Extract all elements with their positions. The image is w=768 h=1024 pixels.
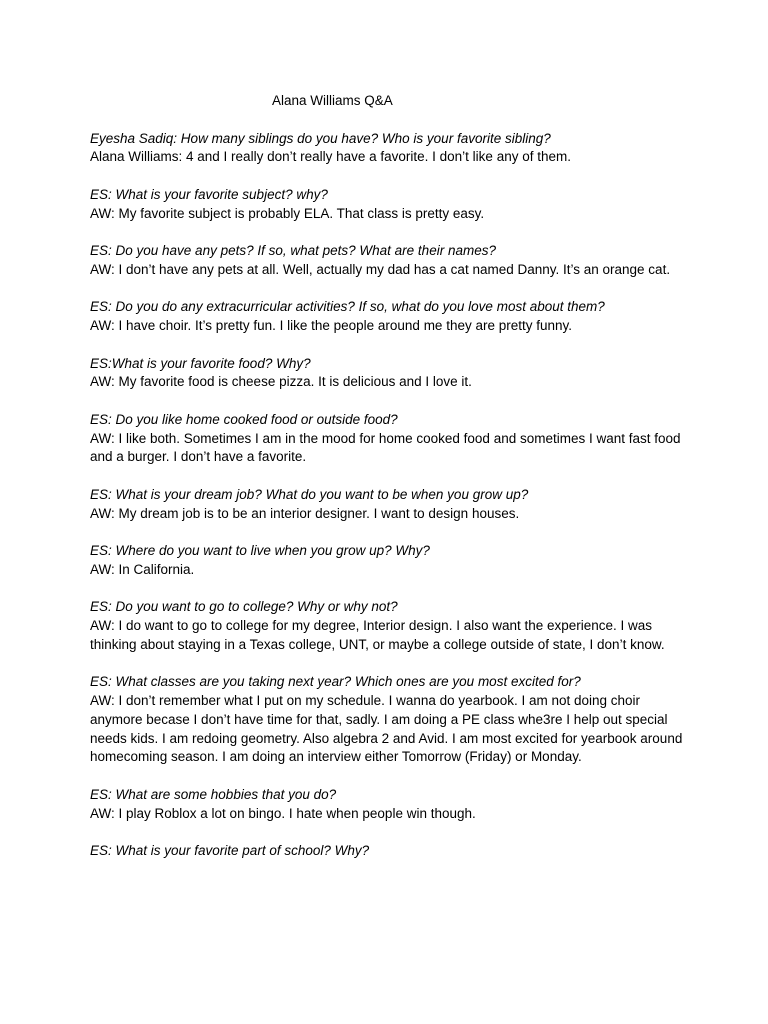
interview-answer: AW: I play Roblox a lot on bingo. I hate when people win though. — [90, 805, 476, 821]
interview-answer: AW: I don’t have any pets at all. Well, actually my dad has a cat named Danny. It’s an orange cat. — [90, 261, 671, 277]
qa-entry — [90, 130, 690, 168]
document-page — [90, 92, 690, 880]
interview-answer: AW: I do want to go to college for my degree, Interior design. I also want the experience. I was thinking about staying in a Texas college, UNT, or maybe a college outside of state, I don’t know. — [90, 618, 665, 652]
interview-answer: AW: I like both. Sometimes I am in the mood for home cooked food and sometimes I want fast food and a burger. I don’t have a favorite. — [90, 430, 681, 465]
interview-question: ES: Where do you want to live when you grow up? Why? — [90, 543, 430, 558]
interview-answer: AW: In California. — [90, 561, 195, 577]
interview-question: ES: Do you do any extracurricular activities? If so, what do you love most about them? — [90, 299, 605, 315]
qa-entry — [90, 355, 690, 393]
qa-entry — [90, 673, 690, 767]
interview-question: ES: Do you like home cooked food or outside food? — [90, 411, 398, 427]
interview-answer: AW: My dream job is to be an interior designer. I want to design houses. — [90, 505, 520, 521]
qa-entry — [90, 298, 690, 336]
interview-answer: AW: I have choir. It’s pretty fun. I like the people around me they are pretty funny. — [90, 318, 573, 333]
qa-entry — [90, 242, 690, 280]
qa-entry — [90, 186, 690, 224]
qa-entry — [90, 542, 690, 580]
interview-answer: AW: I don’t remember what I put on my schedule. I wanna do yearbook. I am not doing choir anymore becase I don’t have time for that, sadly. I am doing a PE class whe3re I help out special needs kids. I am redoing geometry. Also algebra 2 and Avid. I am most excited for yearbook around homecoming season. I am doing an interview either Tomorrow (Friday) or Monday. — [90, 693, 683, 765]
interview-question: ES:What is your favorite food? Why? — [90, 355, 311, 371]
interview-answer: Alana Williams: 4 and I really don’t really have a favorite. I don’t like any of them. — [90, 149, 571, 165]
interview-question: ES: What are some hobbies that you do? — [90, 786, 337, 802]
qa-list — [90, 130, 690, 861]
interview-question: ES: What classes are you taking next year? Which ones are you most excited for? — [90, 674, 581, 690]
qa-entry — [90, 598, 690, 654]
interview-question: Eyesha Sadiq: How many siblings do you have? Who is your favorite sibling? — [90, 130, 551, 146]
interview-answer: AW: My favorite subject is probably ELA. That class is pretty easy. — [90, 205, 485, 221]
document-title: Alana Williams Q&A — [272, 93, 393, 108]
interview-question: ES: What is your favorite subject? why? — [90, 186, 328, 202]
interview-question: ES: What is your favorite part of school? Why? — [90, 843, 370, 858]
interview-answer: AW: My favorite food is cheese pizza. It is delicious and I love it. — [90, 374, 472, 390]
interview-question: ES: Do you want to go to college? Why or why not? — [90, 599, 398, 615]
interview-question: ES: What is your dream job? What do you want to be when you grow up? — [90, 486, 529, 502]
qa-entry — [90, 786, 690, 824]
interview-question: ES: Do you have any pets? If so, what pets? What are their names? — [90, 243, 496, 258]
qa-entry — [90, 411, 690, 467]
qa-entry — [90, 842, 690, 861]
qa-entry — [90, 486, 690, 524]
